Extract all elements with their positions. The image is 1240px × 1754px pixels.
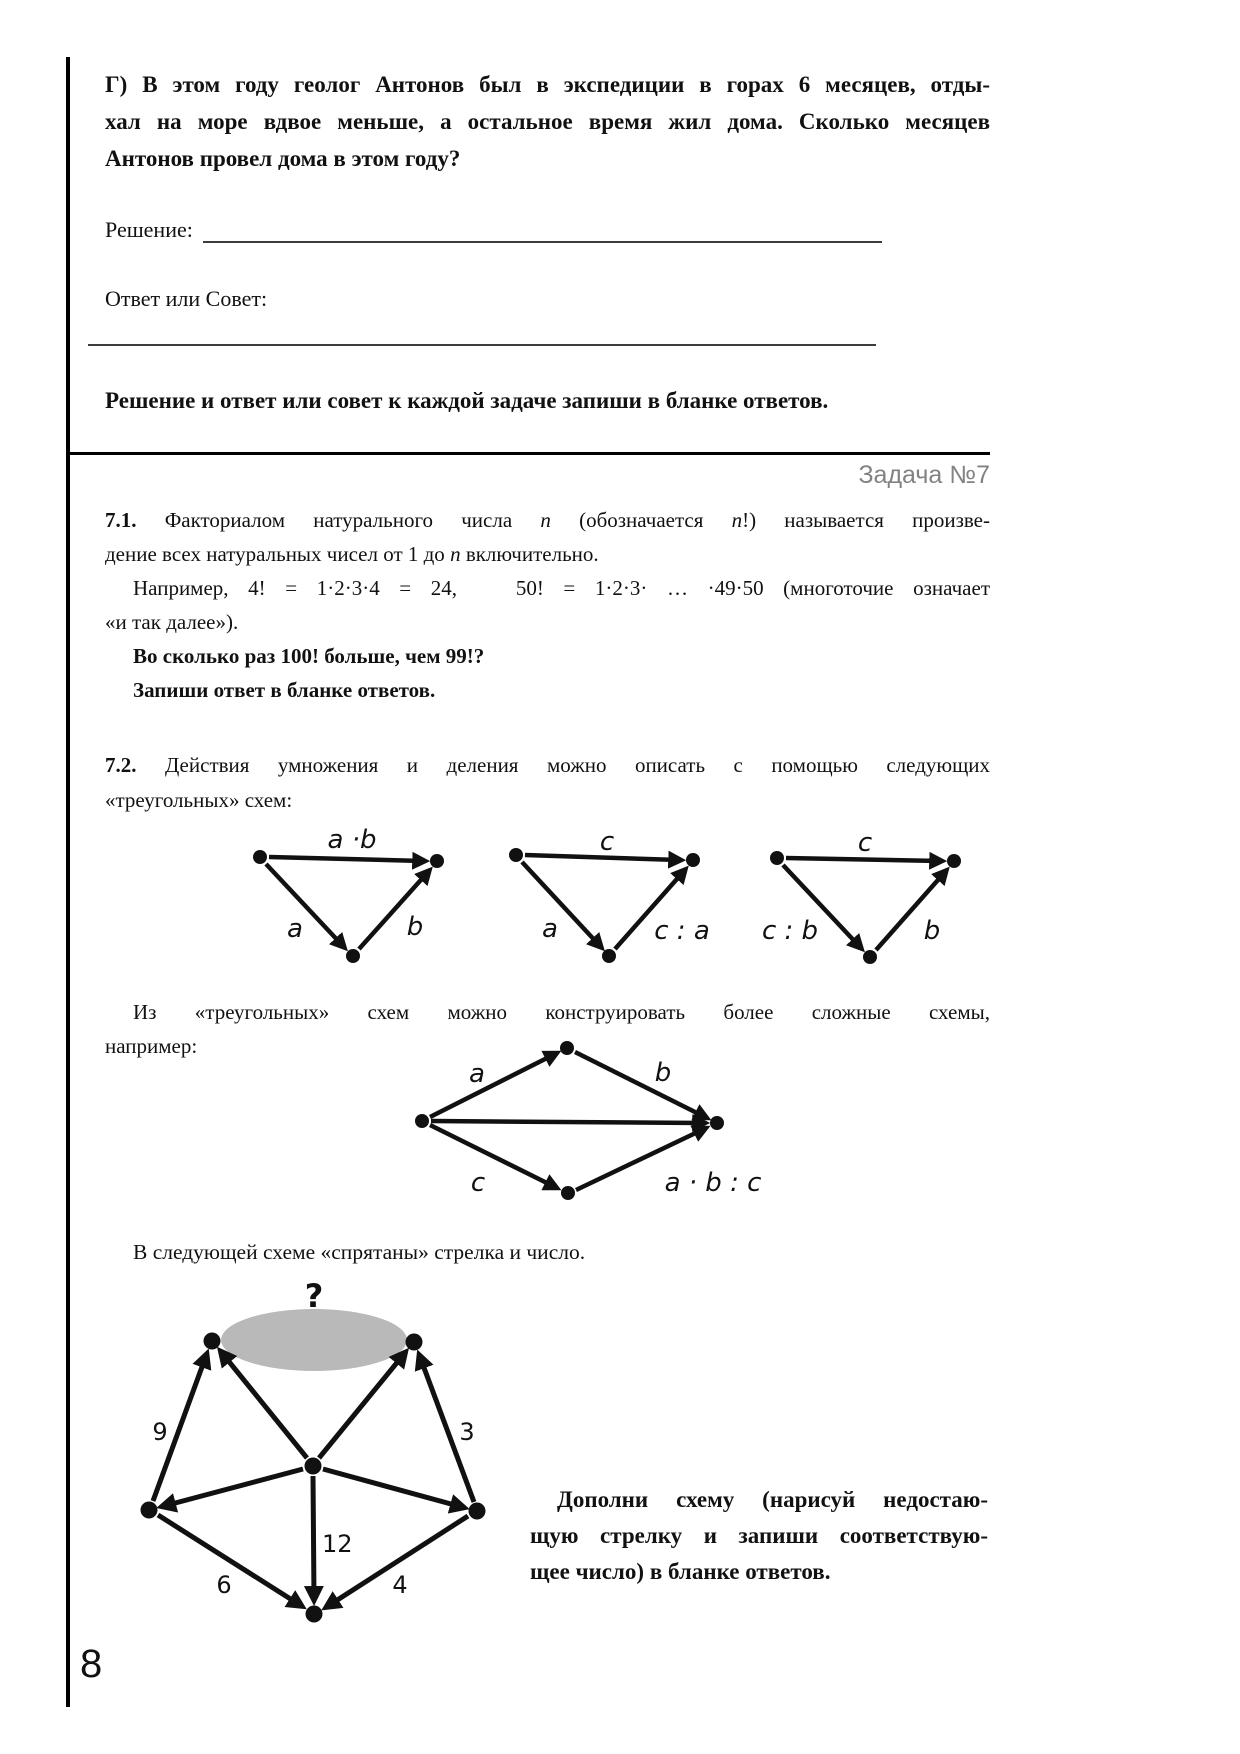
edge-label: b <box>406 912 424 942</box>
node-dot <box>469 1503 486 1520</box>
intro-note: Решение и ответ или совет к каждой задаче запиши в бланке ответов. <box>105 388 829 413</box>
node-dot <box>561 1186 575 1200</box>
node-dot <box>560 1041 574 1055</box>
solution-label: Решение: <box>105 217 193 242</box>
text-line: Запиши ответ в бланке ответов. <box>133 678 436 702</box>
section-7-1 <box>105 503 990 707</box>
arrow <box>522 862 600 946</box>
node-dot <box>305 1458 322 1475</box>
text-line: 7.1. Факториалом натурального числа n (обозначается n!) называется произве- <box>105 508 990 532</box>
node-dot <box>406 1334 423 1351</box>
edge-label: a · b : c <box>664 1168 762 1198</box>
arrow <box>164 1469 303 1506</box>
node-dot <box>415 1114 429 1128</box>
intro-task-paragraph <box>105 66 990 177</box>
node-dot <box>346 949 360 963</box>
answer-blank-line <box>88 344 876 346</box>
node-dot <box>686 853 700 867</box>
node-dot <box>306 1606 323 1623</box>
edge-label: b <box>654 1058 672 1088</box>
arrow <box>323 1469 462 1507</box>
solution-blank-line <box>203 219 882 243</box>
edge-label: c <box>470 1168 486 1198</box>
arrow <box>313 1476 314 1598</box>
edge-label: c : b <box>761 916 819 946</box>
triangle-scheme-3 <box>762 828 961 964</box>
intro-task-line-1: Г) В этом году геолог Антонов был в экспедиции в горах 6 месяцев, отды- <box>105 72 990 97</box>
text-line: щее число) в бланке ответов. <box>530 1559 831 1584</box>
section-divider-rule <box>66 452 990 455</box>
edge-label: c <box>857 828 873 858</box>
text-line: 7.2. Действия умножения и деления можно описать с помощью следующих <box>105 753 990 777</box>
edge-number: 3 <box>459 1418 475 1446</box>
text-line: например: <box>105 1034 198 1058</box>
text-line: Дополни схему (нарисуй недостаю- <box>557 1487 988 1512</box>
edge-number: 6 <box>216 1571 232 1599</box>
edge-label: c : a <box>654 916 710 946</box>
edge-label: a <box>542 914 558 944</box>
arrow <box>266 864 343 946</box>
arrow <box>430 1125 555 1187</box>
arrow <box>430 1054 555 1117</box>
text-line: Например, 4! = 1·2·3·4 = 24, 50! = 1·2·3· … ·49·50 (многоточие означает <box>133 576 990 600</box>
node-dot <box>141 1502 158 1519</box>
answer-label: Ответ или Совет: <box>105 286 268 311</box>
edge-label: c <box>599 827 615 857</box>
edge-number: 9 <box>152 1418 168 1446</box>
text-line: Из «треугольных» схем можно конструировать более сложные схемы, <box>133 1000 990 1024</box>
triangle-scheme-1 <box>253 825 444 963</box>
node-dot <box>430 854 444 868</box>
arrow <box>575 1052 705 1117</box>
hidden-arrow-ellipse <box>221 1309 407 1371</box>
node-dot <box>770 851 784 865</box>
intro-task-line-2: хал на море вдвое меньше, а остальное время жил дома. Сколько месяцев <box>105 109 990 134</box>
node-dot <box>947 854 961 868</box>
edge-number: 4 <box>392 1571 408 1599</box>
intro-task-line-3: Антонов провел дома в этом году? <box>105 146 461 171</box>
node-dot <box>710 1116 724 1130</box>
edge-label: a <box>287 914 303 944</box>
node-dot <box>204 1333 221 1350</box>
node-dot <box>509 848 523 862</box>
solution-row <box>105 217 882 243</box>
rhombus-scheme-diagram <box>370 1035 790 1210</box>
hidden-arrow-note: В следующей схеме «спрятаны» стрелка и число. <box>133 1240 586 1264</box>
complete-scheme-task <box>530 1482 988 1590</box>
section-7-2 <box>105 748 990 818</box>
triangle-schemes-diagram <box>150 820 1010 985</box>
page-number: 8 <box>80 1642 103 1686</box>
left-border-rule <box>66 57 70 1707</box>
edge-label: a ·b <box>327 825 377 855</box>
text-line: «треугольных» схем: <box>105 788 293 812</box>
edge-number: 12 <box>322 1530 353 1558</box>
node-dot <box>602 949 616 963</box>
question-mark: ? <box>304 1277 324 1315</box>
pentagon-scheme-diagram <box>80 1268 520 1640</box>
arrow <box>269 857 423 861</box>
edge-label: b <box>923 916 941 946</box>
node-dot <box>253 850 267 864</box>
arrow <box>431 1121 703 1123</box>
text-line: щую стрелку и запиши соответствую- <box>530 1523 988 1548</box>
text-line: дение всех натуральных чисел от 1 до n включительно. <box>105 542 599 566</box>
text-line: Во сколько раз 100! больше, чем 99!? <box>133 644 485 668</box>
task-number-badge: Задача №7 <box>858 461 990 489</box>
node-dot <box>863 950 877 964</box>
triangle-scheme-2 <box>509 827 710 963</box>
text-line: «и так далее»). <box>105 610 239 634</box>
arrow <box>786 858 940 861</box>
edge-label: a <box>469 1059 485 1089</box>
